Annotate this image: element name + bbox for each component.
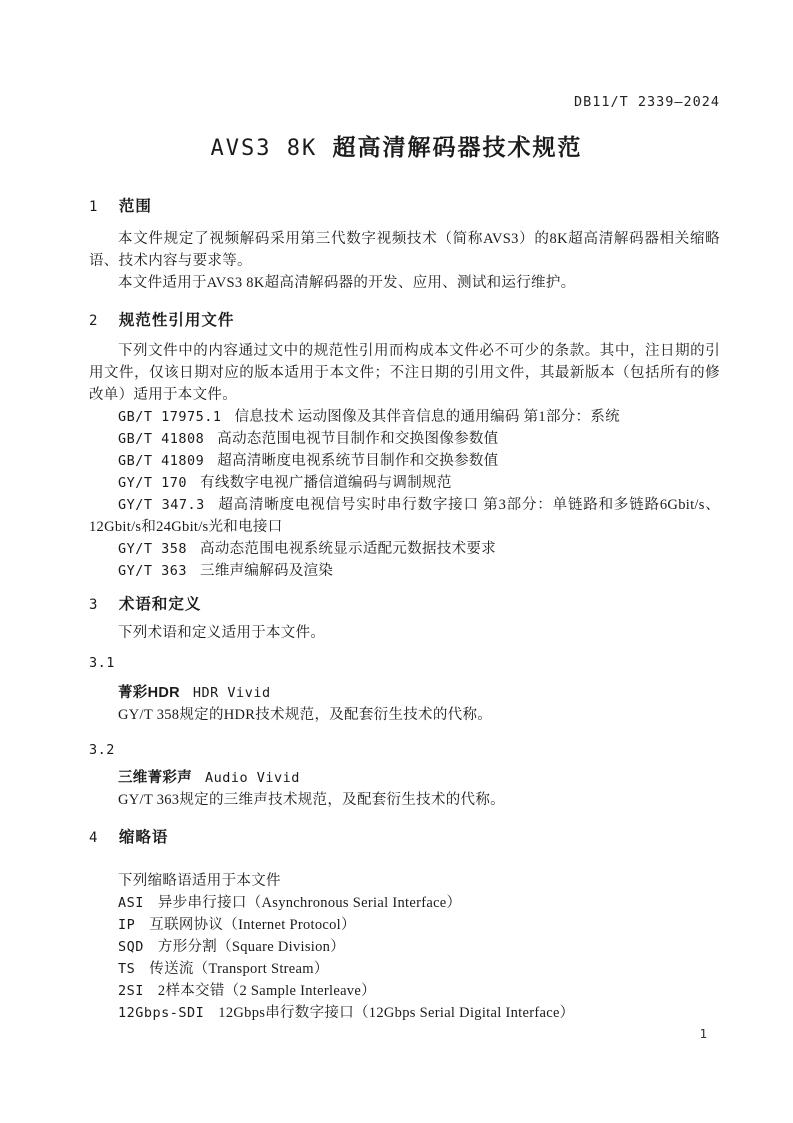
reference-code: GB/T 17975.1: [118, 409, 222, 425]
abbreviation-item: [89, 958, 720, 980]
section-title: 范围: [118, 198, 152, 215]
abbreviation-code: 12Gbps-SDI: [118, 1005, 205, 1021]
terms-intro: 下列术语和定义适用于本文件。: [118, 625, 326, 641]
reference-item: [89, 428, 720, 450]
abbreviation-code: 2SI: [118, 983, 144, 999]
section-number: 2: [89, 313, 98, 329]
clause-number: 3.2: [89, 742, 115, 758]
scope-paragraph-1: 本文件规定了视频解码采用第三代数字视频技术（简称AVS3）的8K超高清解码器相关缩略语、技术内容与要求等。: [89, 231, 720, 269]
term-english: Audio Vivid: [205, 770, 300, 786]
section-title: 术语和定义: [118, 596, 202, 613]
reference-item: [89, 406, 720, 428]
section-2-heading: [89, 310, 720, 332]
term-chinese: 三维菁彩声: [118, 770, 192, 786]
page-number: 1: [699, 1026, 707, 1041]
abbreviation-code: SQD: [118, 939, 144, 955]
reference-code: GY/T 358: [118, 541, 188, 557]
abbreviation-code: TS: [118, 961, 136, 977]
abbreviation-item: [89, 936, 720, 958]
header-doc-number: DB11/T 2339—2024: [573, 94, 720, 110]
section-3-heading: [89, 594, 720, 616]
term-definition: GY/T 358规定的HDR技术规范，及配套衍生技术的代称。: [118, 707, 493, 723]
reference-title: 三维声编解码及渲染: [200, 563, 334, 579]
reference-item: [89, 560, 720, 582]
abbreviation-desc: 方形分割（Square Division）: [157, 939, 346, 955]
term-chinese: 菁彩HDR: [118, 685, 180, 701]
section-number: 1: [89, 199, 98, 215]
section-number: 4: [89, 830, 98, 846]
abbreviation-code: IP: [118, 917, 136, 933]
section-number: 3: [89, 597, 98, 613]
abbreviation-code: ASI: [118, 895, 144, 911]
reference-item: [89, 494, 720, 538]
reference-code: GB/T 41809: [118, 453, 205, 469]
document-body: [89, 196, 720, 1024]
section-title: 缩略语: [118, 829, 169, 846]
document-title: [0, 129, 793, 163]
reference-code: GY/T 363: [118, 563, 188, 579]
reference-item: [89, 450, 720, 472]
abbreviation-item: [89, 914, 720, 936]
abbreviation-desc: 2样本交错（2 Sample Interleave）: [157, 983, 376, 999]
term-definition: GY/T 363规定的三维声技术规范，及配套衍生技术的代称。: [118, 792, 505, 808]
clause-number: 3.1: [89, 655, 115, 671]
section-1-heading: [89, 196, 720, 218]
reference-code: GB/T 41808: [118, 431, 205, 447]
reference-code: GY/T 170: [118, 475, 188, 491]
term-english: HDR Vivid: [192, 685, 271, 701]
reference-title: 高动态范围电视节目制作和交换图像参数值: [217, 431, 499, 447]
title-chinese-part: 超高清解码器技术规范: [332, 134, 583, 160]
reference-title: 有线数字电视广播信道编码与调制规范: [200, 475, 452, 491]
abbreviations-intro: 下列缩略语适用于本文件: [118, 873, 281, 889]
reference-item: [89, 538, 720, 560]
abbreviation-item: [89, 892, 720, 914]
section-4-heading: [89, 827, 720, 849]
abbreviation-desc: 互联网协议（Internet Protocol）: [149, 917, 356, 933]
reference-title: 超高清晰度电视信号实时串行数字接口 第3部分：单链路和多链路6Gbit/s、12Gbit/s和24Gbit/s光和电接口: [89, 497, 720, 535]
reference-item: [89, 472, 720, 494]
abbreviation-item: [89, 1002, 720, 1024]
abbreviation-desc: 异步串行接口（Asynchronous Serial Interface）: [157, 895, 462, 911]
normative-references-intro: 下列文件中的内容通过文中的规范性引用而构成本文件必不可少的条款。其中，注日期的引用文件，仅该日期对应的版本适用于本文件；不注日期的引用文件，其最新版本（包括所有的修改单）适用于本文件。: [89, 343, 720, 403]
scope-paragraph-2: 本文件适用于AVS3 8K超高清解码器的开发、应用、测试和运行维护。: [118, 275, 576, 291]
section-title: 规范性引用文件: [118, 312, 235, 329]
reference-title: 高动态范围电视系统显示适配元数据技术要求: [200, 541, 497, 557]
abbreviation-desc: 传送流（Transport Stream）: [149, 961, 329, 977]
title-latin-part: AVS3 8K: [210, 136, 318, 161]
abbreviation-item: [89, 980, 720, 1002]
reference-title: 超高清晰度电视系统节目制作和交换参数值: [217, 453, 499, 469]
reference-code: GY/T 347.3: [118, 497, 205, 513]
term-entry: [89, 767, 720, 789]
term-entry: [89, 682, 720, 704]
abbreviation-desc: 12Gbps串行数字接口（12Gbps Serial Digital Interface）: [218, 1005, 575, 1021]
reference-title: 信息技术 运动图像及其伴音信息的通用编码 第1部分：系统: [234, 409, 620, 425]
